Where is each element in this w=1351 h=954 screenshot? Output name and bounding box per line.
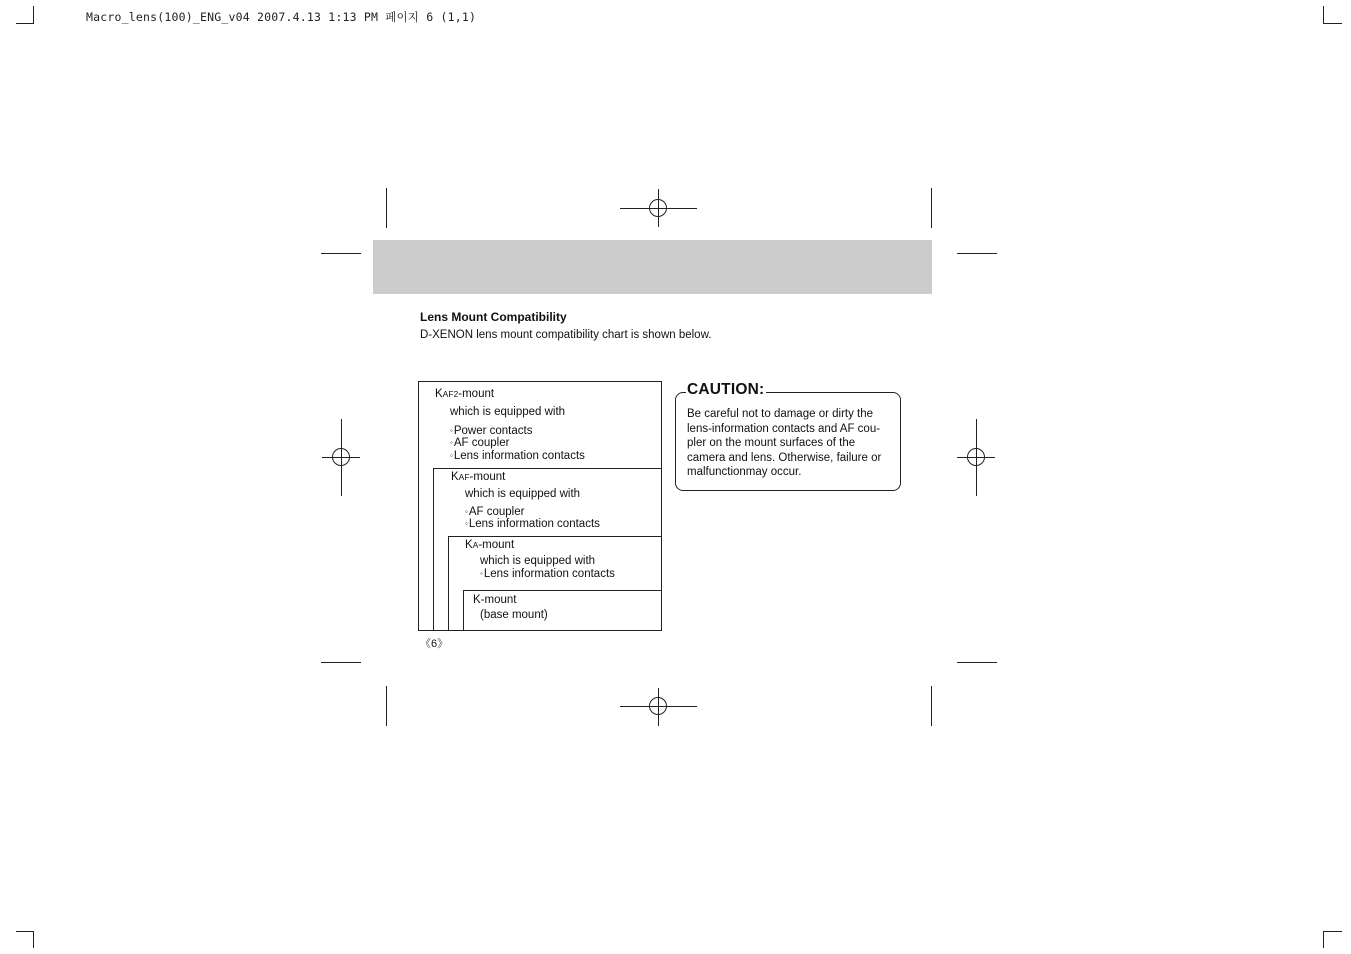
kaf2-equipped-text: which is equipped with [450, 406, 566, 418]
k-mount-label: K-mount [473, 594, 517, 606]
caution-line: pler on the mount surfaces of the [687, 437, 856, 449]
ka-equipped-text: which is equipped with [480, 555, 596, 567]
page-number: 《6》 [420, 638, 449, 650]
kaf2-feature: ◦AF coupler [450, 437, 510, 449]
kaf-equipped-text: which is equipped with [465, 488, 581, 500]
print-job-header: Macro_lens(100)_ENG_v04 2007.4.13 1:13 PM 페이지 6 (1,1) [86, 10, 477, 24]
kaf2-feature: ◦Power contacts [450, 425, 533, 437]
kaf-feature: ◦AF coupler [465, 506, 525, 518]
caution-line: malfunctionmay occur. [687, 466, 802, 478]
caution-line: lens-information contacts and AF cou- [687, 422, 881, 435]
ka-feature: ◦Lens information contacts [480, 568, 615, 580]
section-header-band [373, 240, 932, 294]
caution-text [687, 407, 897, 480]
kaf-feature: ◦Lens information contacts [465, 518, 600, 530]
kaf-mount-label: KAF-mount [451, 471, 506, 483]
section-title: Lens Mount Compatibility [420, 310, 567, 324]
kaf2-feature: ◦Lens information contacts [450, 450, 585, 462]
k-mount-note: (base mount) [480, 609, 548, 621]
ka-mount-label: KA-mount [465, 539, 515, 551]
section-intro: D-XENON lens mount compatibility chart is shown below. [420, 329, 712, 341]
caution-line: Be careful not to damage or dirty the [687, 408, 874, 420]
caution-line: camera and lens. Otherwise, failure or [687, 451, 882, 464]
caution-title: CAUTION: [687, 381, 765, 398]
kaf2-mount-label: KAF2-mount [435, 388, 495, 400]
